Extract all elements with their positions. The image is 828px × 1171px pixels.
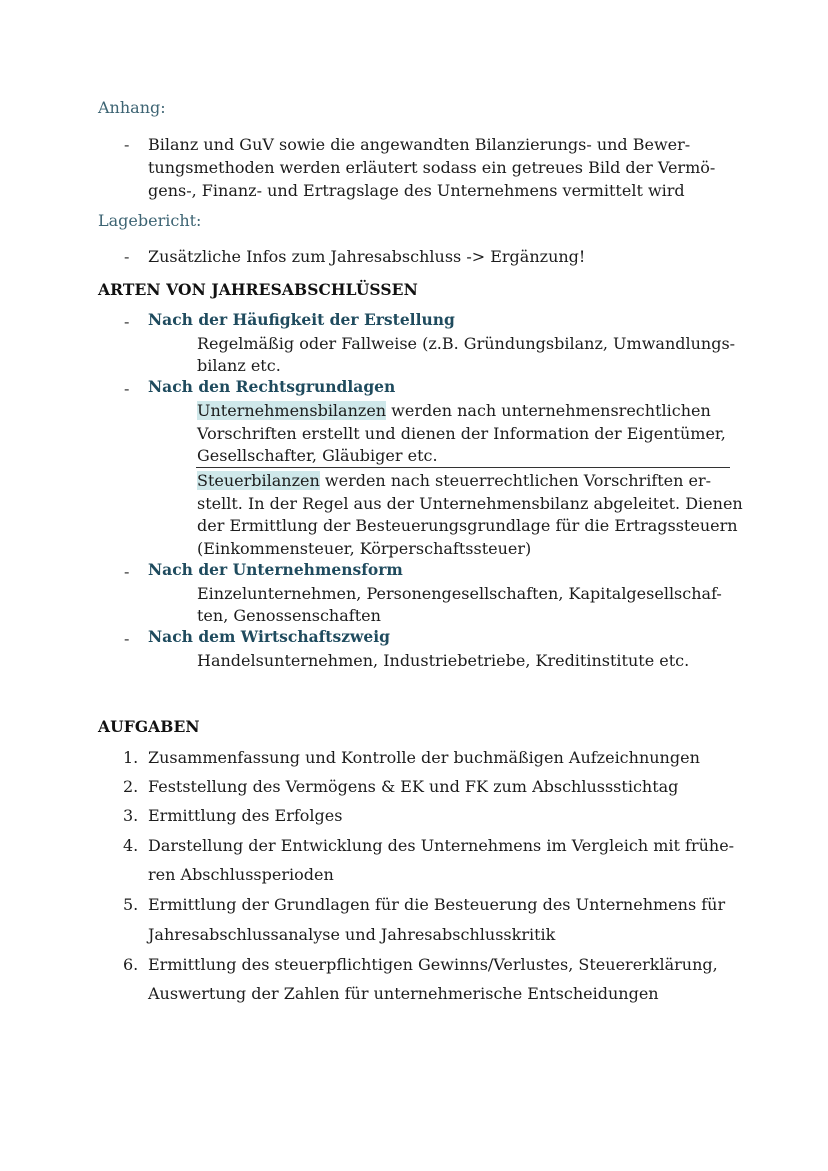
divider-line (196, 467, 730, 468)
lagebericht-bullet-dash: - (124, 247, 130, 266)
arten-item-line: Handelsunternehmen, Industriebetriebe, Kreditinstitute etc. (197, 651, 690, 670)
aufgabe-number: 1. (123, 748, 139, 767)
aufgabe-line: Auswertung der Zahlen für unternehmerische Entscheidungen (148, 984, 659, 1003)
aufgaben-heading: AUFGABEN (98, 717, 200, 736)
lagebericht-heading: Lagebericht: (98, 211, 202, 230)
aufgabe-number: 5. (123, 895, 139, 914)
unternehmensbilanz-line: Gesellschafter, Gläubiger etc. (197, 446, 438, 465)
highlighted-term: Unternehmensbilanzen (197, 401, 387, 420)
anhang-heading: Anhang: (98, 98, 166, 117)
aufgabe-line: Zusammenfassung und Kontrolle der buchmäßigen Aufzeichnungen (148, 748, 700, 767)
highlighted-term: Steuerbilanzen (197, 471, 320, 490)
anhang-line-2: tungsmethoden werden erläutert sodass ein getreues Bild der Vermö- (148, 158, 716, 177)
arten-heading: ARTEN VON JAHRESABSCHLÜSSEN (98, 280, 418, 299)
anhang-bullet-dash: - (124, 135, 130, 154)
aufgabe-number: 4. (123, 836, 139, 855)
arten-item-line: bilanz etc. (197, 356, 281, 375)
aufgabe-line: Ermittlung der Grundlagen für die Besteuerung des Unternehmens für (148, 895, 726, 914)
steuerbilanz-line: der Ermittlung der Besteuerungsgrundlage für die Ertragssteuern (197, 516, 738, 535)
arten-item-title: Nach der Häufigkeit der Erstellung (148, 310, 455, 329)
line-rest: werden nach unternehmensrechtlichen (386, 401, 711, 420)
arten-item-line: ten, Genossenschaften (197, 606, 381, 625)
aufgabe-line: Jahresabschlussanalyse und Jahresabschlusskritik (148, 925, 556, 944)
aufgabe-line: ren Abschlussperioden (148, 865, 334, 884)
anhang-line-3: gens-, Finanz- und Ertragslage des Unternehmens vermittelt wird (148, 181, 685, 200)
arten-item-title: Nach der Unternehmensform (148, 560, 403, 579)
aufgabe-line: Darstellung der Entwicklung des Unternehmens im Vergleich mit frühe- (148, 836, 735, 855)
unternehmensbilanz-line-1 (197, 399, 711, 422)
arten-item-title: Nach den Rechtsgrundlagen (148, 377, 396, 396)
line-rest: werden nach steuerrechtlichen Vorschriften er- (319, 471, 712, 490)
arten-dash: - (124, 312, 130, 331)
lagebericht-bullet-text: Zusätzliche Infos zum Jahresabschluss -> Ergänzung! (148, 247, 586, 266)
anhang-line-1: Bilanz und GuV sowie die angewandten Bilanzierungs- und Bewer- (148, 135, 691, 154)
aufgabe-number: 6. (123, 955, 139, 974)
arten-dash: - (124, 629, 130, 648)
aufgabe-number: 3. (123, 806, 139, 825)
steuerbilanz-line-1 (197, 469, 711, 492)
arten-item-title: Nach dem Wirtschaftszweig (148, 627, 390, 646)
unternehmensbilanz-line: Vorschriften erstellt und dienen der Information der Eigentümer, (197, 424, 726, 443)
aufgabe-line: Ermittlung des steuerpflichtigen Gewinns/Verlustes, Steuererklärung, (148, 955, 718, 974)
steuerbilanz-line: (Einkommensteuer, Körperschaftssteuer) (197, 539, 532, 558)
arten-item-line: Einzelunternehmen, Personengesellschaften, Kapitalgesellschaf- (197, 584, 722, 603)
steuerbilanz-line: stellt. In der Regel aus der Unternehmensbilanz abgeleitet. Dienen (197, 494, 743, 513)
arten-dash: - (124, 562, 130, 581)
arten-dash: - (124, 379, 130, 398)
arten-item-line: Regelmäßig oder Fallweise (z.B. Gründungsbilanz, Umwandlungs- (197, 334, 736, 353)
aufgabe-line: Feststellung des Vermögens & EK und FK zum Abschlussstichtag (148, 777, 679, 796)
aufgabe-line: Ermittlung des Erfolges (148, 806, 343, 825)
aufgabe-number: 2. (123, 777, 139, 796)
